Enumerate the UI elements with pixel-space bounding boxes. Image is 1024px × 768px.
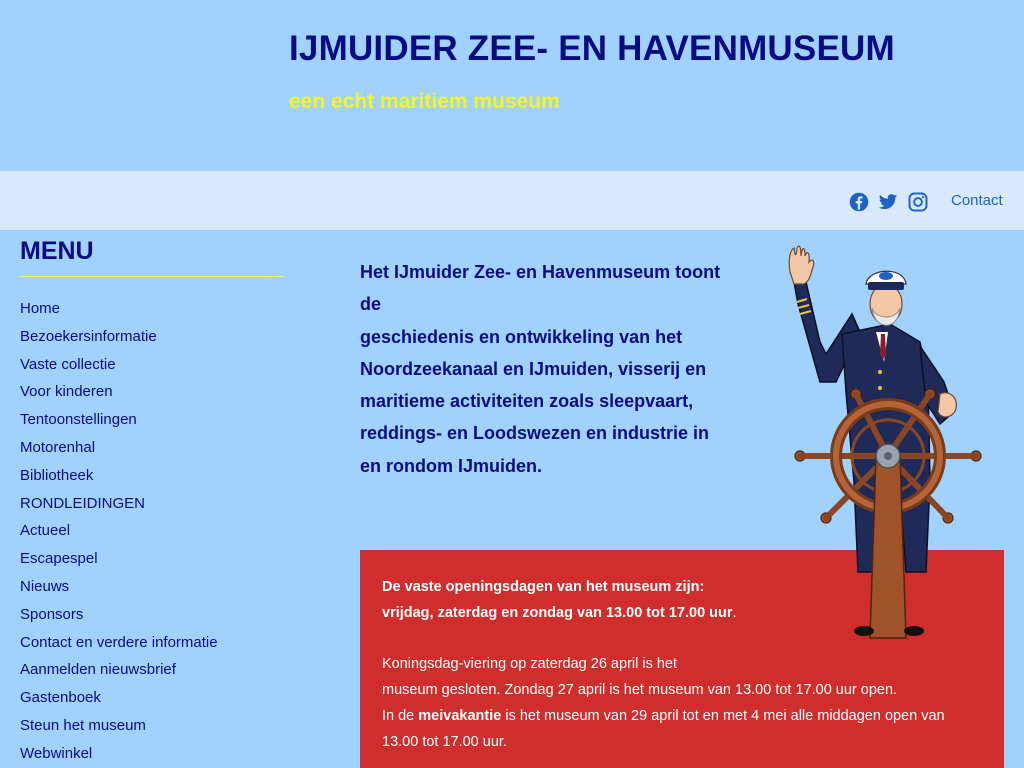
- instagram-icon[interactable]: [908, 192, 928, 212]
- menu-item-tentoonstellingen: [20, 410, 218, 438]
- menu-item-nieuws: [20, 577, 218, 605]
- menu-link-motorenhal[interactable]: Motorenhal: [20, 438, 96, 456]
- menu-link-actueel[interactable]: Actueel: [20, 522, 71, 540]
- menu-link-rondleidingen[interactable]: RONDLEIDINGEN: [20, 494, 146, 512]
- twitter-icon[interactable]: [878, 192, 898, 212]
- may-holiday-term: meivakantie: [418, 707, 502, 724]
- menu-item-bezoekersinformatie: [20, 327, 218, 355]
- menu-link-tentoonstellingen[interactable]: Tentoonstellingen: [20, 411, 137, 429]
- intro-line: en rondom IJmuiden.: [360, 455, 543, 476]
- may-prefix: In de: [382, 707, 419, 724]
- menu-link-vaste-collectie[interactable]: Vaste collectie: [20, 355, 116, 373]
- menu-link-nieuwsbrief[interactable]: Aanmelden nieuwsbrief: [20, 661, 176, 679]
- menu-item-actueel: [20, 521, 218, 549]
- facebook-icon[interactable]: [849, 192, 869, 212]
- intro-line: maritieme activiteiten zoals sleepvaart,: [360, 391, 694, 412]
- main-menu: [20, 299, 218, 768]
- menu-link-nieuws[interactable]: Nieuws: [20, 577, 70, 595]
- menu-item-sponsors: [20, 605, 218, 633]
- may-holiday-line-2: 13.00 tot 17.00 uur.: [382, 733, 507, 750]
- menu-item-motorenhal: [20, 438, 218, 466]
- contact-link[interactable]: Contact: [951, 192, 1003, 209]
- menu-item-gastenboek: [20, 688, 218, 716]
- menu-link-webwinkel[interactable]: Webwinkel: [20, 744, 93, 762]
- captain-illustration: [780, 242, 992, 640]
- menu-item-contact: [20, 633, 218, 661]
- site-tagline: een echt maritiem museum: [289, 90, 560, 113]
- may-suffix: is het museum van 29 april tot en met 4 mei alle middagen open van: [501, 707, 945, 724]
- may-holiday-line: [382, 704, 982, 730]
- intro-line: Het IJmuider Zee- en Havenmuseum toont: [360, 262, 721, 282]
- menu-link-bibliotheek[interactable]: Bibliotheek: [20, 466, 94, 484]
- top-bar: [0, 171, 1024, 230]
- menu-link-escapespel[interactable]: Escapespel: [20, 550, 98, 568]
- menu-link-sponsors[interactable]: Sponsors: [20, 605, 84, 623]
- menu-link-home[interactable]: Home: [20, 300, 61, 317]
- menu-item-webwinkel: [20, 744, 218, 768]
- menu-link-gastenboek[interactable]: Gastenboek: [20, 689, 101, 707]
- menu-link-bezoekersinformatie[interactable]: Bezoekersinformatie: [20, 327, 157, 345]
- menu-link-voor-kinderen[interactable]: Voor kinderen: [20, 383, 113, 401]
- menu-item-home: [20, 299, 218, 327]
- menu-link-contact[interactable]: Contact en verdere informatie: [20, 633, 218, 651]
- intro-text: [360, 256, 760, 482]
- kingsday-line-2: museum gesloten. Zondag 27 april is het museum van 13.00 tot 17.00 uur open.: [382, 682, 898, 699]
- menu-item-vaste-collectie: [20, 355, 218, 383]
- menu-title: MENU: [20, 237, 94, 265]
- menu-divider: [20, 276, 283, 277]
- menu-item-voor-kinderen: [20, 382, 218, 410]
- menu-item-escapespel: [20, 549, 218, 577]
- kingsday-line-1: Koningsdag-viering op zaterdag 26 april is het: [382, 656, 678, 673]
- intro-line: geschiedenis en ontwikkeling van het: [360, 326, 683, 347]
- menu-item-bibliotheek: [20, 466, 218, 494]
- intro-line: Noordzeekanaal en IJmuiden, visserij en: [360, 358, 707, 379]
- menu-link-steun[interactable]: Steun het museum: [20, 716, 146, 734]
- menu-item-rondleidingen: [20, 494, 218, 522]
- opening-heading: De vaste openingsdagen van het museum zijn:: [382, 579, 705, 595]
- site-title: IJMUIDER ZEE- EN HAVENMUSEUM: [289, 29, 895, 68]
- intro-line: reddings- en Loodswezen en industrie in: [360, 423, 710, 444]
- intro-line: de: [360, 294, 382, 315]
- opening-hours-end: .: [732, 604, 737, 621]
- menu-item-steun: [20, 716, 218, 744]
- opening-hours: vrijdag, zaterdag en zondag van 13.00 tot 17.00 uur: [382, 604, 733, 621]
- menu-item-nieuwsbrief: [20, 660, 218, 688]
